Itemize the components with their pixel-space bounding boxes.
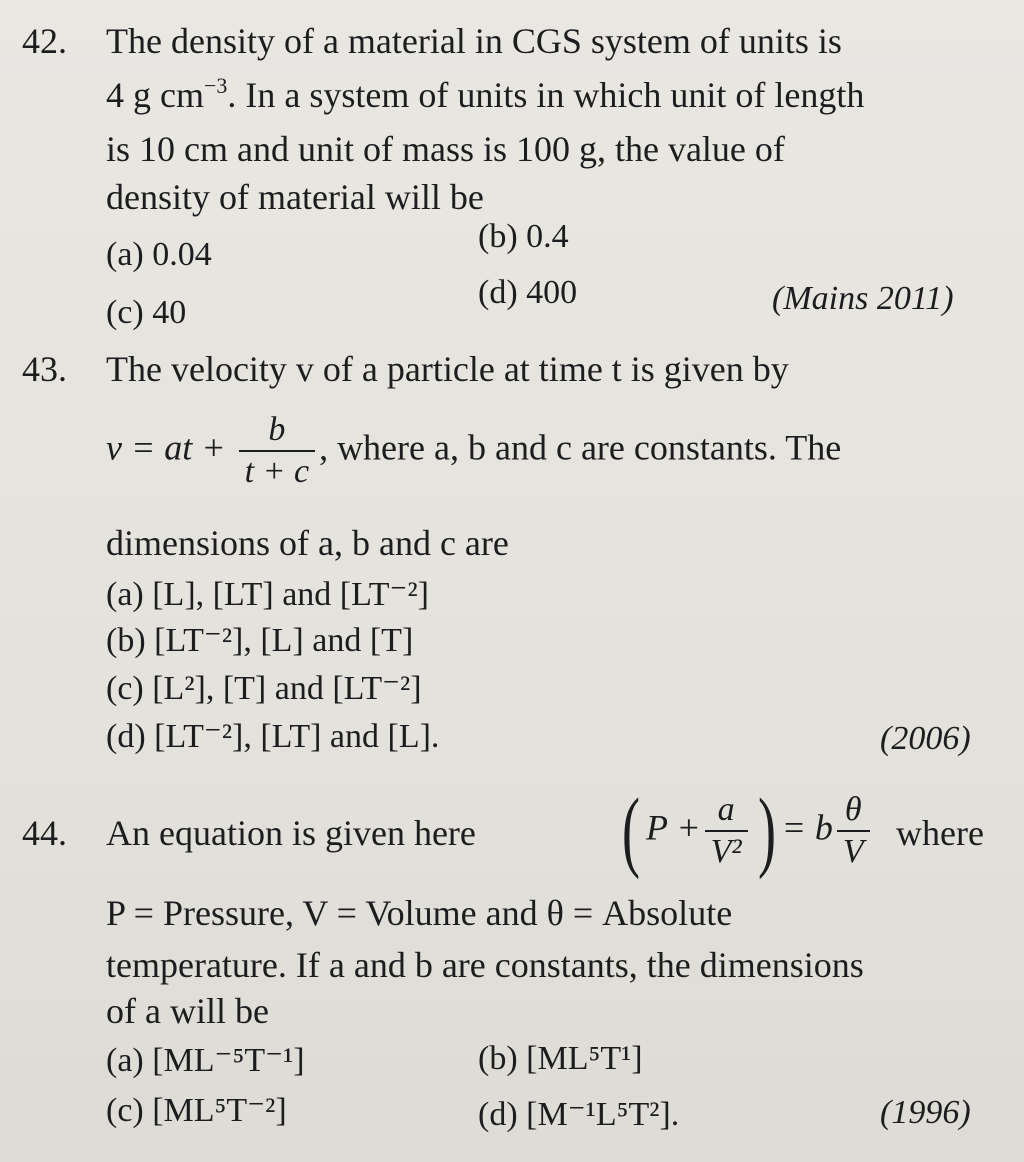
- q44-option-d: (d) [M⁻¹L⁵T²].: [478, 1096, 680, 1133]
- q44-line-4: of a will be: [106, 991, 269, 1031]
- q42-option-d: (d) 400: [478, 274, 578, 311]
- q42-option-a: (a) 0.04: [106, 236, 212, 273]
- q44-option-b: (b) [ML⁵T¹]: [478, 1040, 643, 1077]
- q44-fraction-a: $\frac{a}{\text{V²}}$: [705, 790, 748, 872]
- q42-line-1: The density of a material in CGS system of units is: [106, 21, 842, 61]
- q44-equation: ( P + $\frac{a}{\text{V²}}$ ) = b $\frac{\theta}{V}$: [616, 786, 874, 876]
- q43-option-c: (c) [L²], [T] and [LT⁻²]: [106, 670, 422, 707]
- q44-line-2: P = Pressure, V = Volume and θ = Absolute: [106, 893, 733, 933]
- q43-option-d: (d) [LT⁻²], [LT] and [L].: [106, 718, 440, 755]
- q43-year: (2006): [880, 720, 971, 757]
- q44-fraction-theta: $\frac{\theta}{V}$: [837, 790, 870, 872]
- q42-line-3: is 10 cm and unit of mass is 100 g, the value of: [106, 129, 785, 169]
- q44-option-a: (a) [ML⁻⁵T⁻¹]: [106, 1042, 305, 1079]
- q42-line-4: density of material will be: [106, 177, 484, 217]
- q43-option-b: (b) [LT⁻²], [L] and [T]: [106, 622, 414, 659]
- q43-line-1: The velocity v of a particle at time t is given by: [106, 349, 789, 389]
- q43-line-3: dimensions of a, b and c are: [106, 523, 509, 563]
- q42-number: 42.: [22, 21, 67, 61]
- q42-option-c: (c) 40: [106, 294, 187, 331]
- q42-option-b: (b) 0.4: [478, 218, 569, 255]
- q44-option-c: (c) [ML⁵T⁻²]: [106, 1092, 287, 1129]
- q44-where: where: [896, 813, 984, 853]
- q43-equation-line: v = at + $\frac{b}{t + c}$ , where a, b and c are constants. The: [106, 411, 842, 490]
- q44-number: 44.: [22, 813, 67, 853]
- q43-fraction: $\frac{b}{t + c}$: [239, 410, 315, 492]
- q43-number: 43.: [22, 349, 67, 389]
- q42-line-2: 4 g $cm^{-3}$. In a system of units in which unit of length: [106, 73, 865, 115]
- q42-year: (Mains 2011): [772, 280, 954, 317]
- q44-line-3: temperature. If a and b are constants, the dimensions: [106, 945, 864, 985]
- q44-year: (1996): [880, 1094, 971, 1131]
- q44-line-1: An equation is given here: [106, 813, 476, 853]
- q43-option-a: (a) [L], [LT] and [LT⁻²]: [106, 576, 429, 613]
